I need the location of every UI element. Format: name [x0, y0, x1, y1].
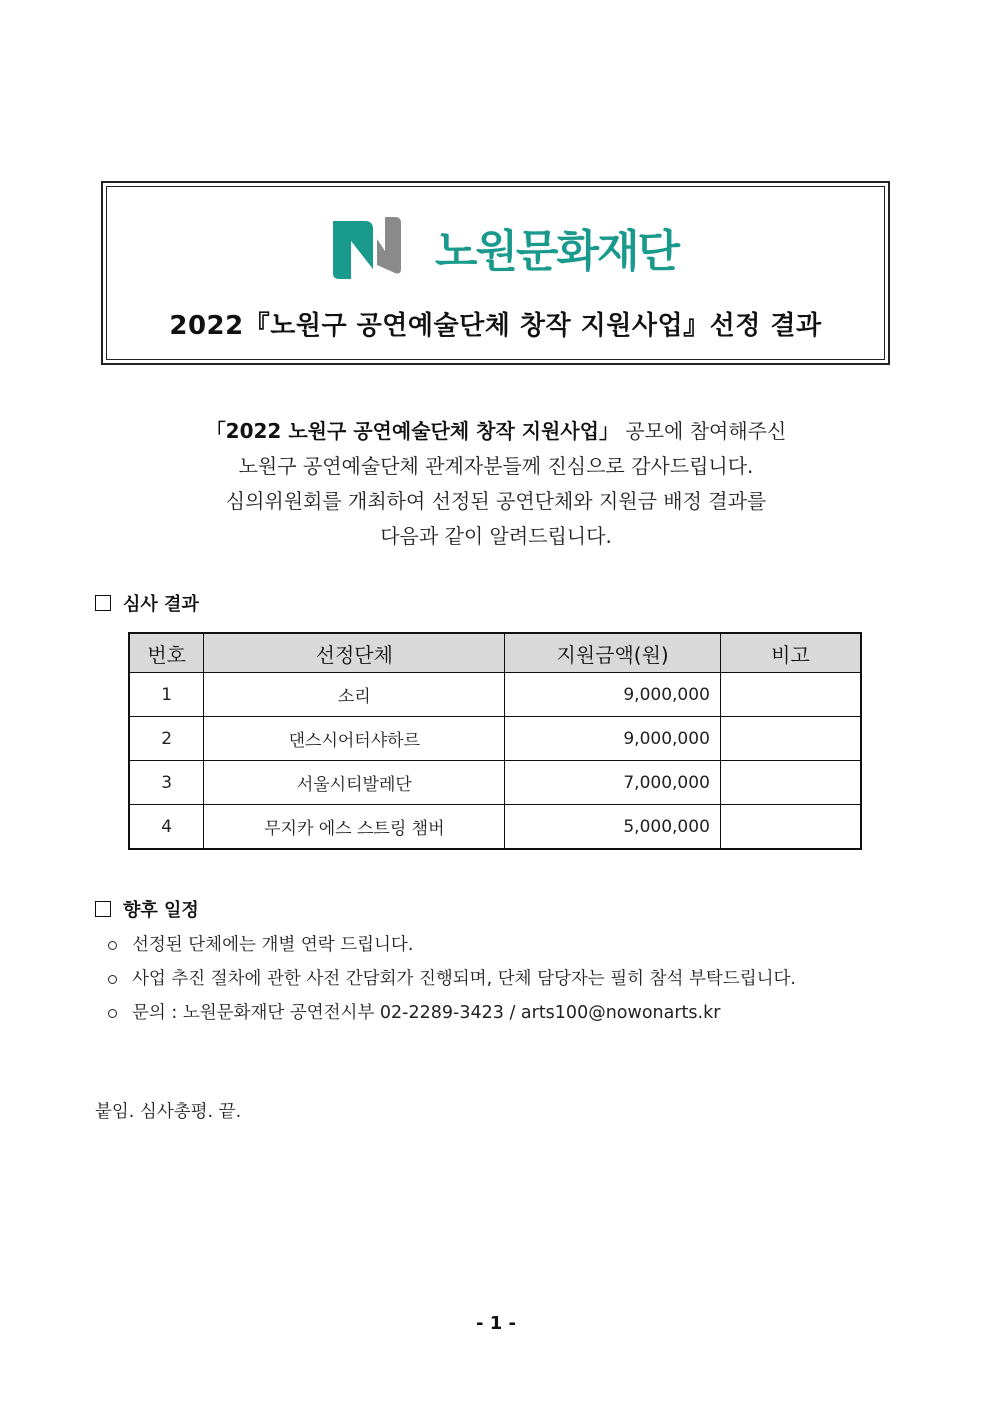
cell-number: 3 — [129, 761, 204, 805]
cell-amount: 9,000,000 — [505, 673, 721, 717]
list-item — [108, 962, 796, 996]
cell-amount: 9,000,000 — [505, 717, 721, 761]
cell-amount: 7,000,000 — [505, 761, 721, 805]
header-number: 번호 — [129, 633, 204, 673]
schedule-list — [108, 928, 796, 1030]
section-schedule — [95, 896, 199, 922]
list-item — [108, 928, 796, 962]
results-table — [128, 632, 862, 850]
cell-number: 1 — [129, 673, 204, 717]
cell-note — [720, 673, 861, 717]
intro-paragraph — [0, 414, 992, 554]
header-amount: 지원금액(원) — [505, 633, 721, 673]
list-item-text: 선정된 단체에는 개별 연락 드립니다. — [132, 935, 414, 955]
intro-line-4: 다음과 같이 알려드립니다. — [380, 524, 612, 548]
checkbox-square-icon — [95, 595, 111, 611]
header-note: 비고 — [720, 633, 861, 673]
header-box — [101, 181, 890, 365]
section-schedule-title: 향후 일정 — [123, 900, 199, 921]
intro-line-1-rest: 공모에 참여해주신 — [619, 419, 787, 443]
intro-program-name: 「2022 노원구 공연예술단체 창작 지원사업」 — [205, 419, 620, 443]
cell-note — [720, 717, 861, 761]
nowon-logo-icon — [329, 211, 417, 283]
cell-note — [720, 805, 861, 850]
table-row — [129, 805, 861, 850]
logo — [329, 207, 678, 287]
cell-note — [720, 761, 861, 805]
list-item — [108, 996, 796, 1030]
section-review-results — [95, 590, 199, 616]
section-review-results-title: 심사 결과 — [123, 594, 199, 615]
bullet-circle-icon — [108, 941, 117, 950]
intro-line-3: 심의위원회를 개최하여 선정된 공연단체와 지원금 배정 결과를 — [225, 489, 767, 513]
list-item-text: 사업 추진 절차에 관한 사전 간담회가 진행되며, 단체 담당자는 필히 참석 부탁드립니다. — [132, 969, 796, 989]
intro-line-1 — [0, 414, 992, 449]
header-group: 선정단체 — [204, 633, 505, 673]
list-item-text: 문의 : 노원문화재단 공연전시부 02-2289-3423 / arts100@nowonarts.kr — [132, 1003, 721, 1023]
logo-text: 노원문화재단 — [435, 226, 679, 277]
table-row — [129, 673, 861, 717]
cell-group: 무지카 에스 스트링 챔버 — [204, 805, 505, 850]
cell-number: 4 — [129, 805, 204, 850]
cell-amount: 5,000,000 — [505, 805, 721, 850]
table-header-row — [129, 633, 861, 673]
bullet-circle-icon — [108, 1009, 117, 1018]
cell-number: 2 — [129, 717, 204, 761]
document-title: 2022『노원구 공연예술단체 창작 지원사업』선정 결과 — [169, 311, 822, 341]
cell-group: 댄스시어터샤하르 — [204, 717, 505, 761]
page-number: - 1 - — [476, 1313, 516, 1334]
cell-group: 서울시티발레단 — [204, 761, 505, 805]
bullet-circle-icon — [108, 975, 117, 984]
cell-group: 소리 — [204, 673, 505, 717]
attachment-note: 붙임. 심사총평. 끝. — [95, 1102, 242, 1122]
intro-line-2: 노원구 공연예술단체 관계자분들께 진심으로 감사드립니다. — [238, 454, 754, 478]
checkbox-square-icon — [95, 901, 111, 917]
table-row — [129, 761, 861, 805]
table-row — [129, 717, 861, 761]
